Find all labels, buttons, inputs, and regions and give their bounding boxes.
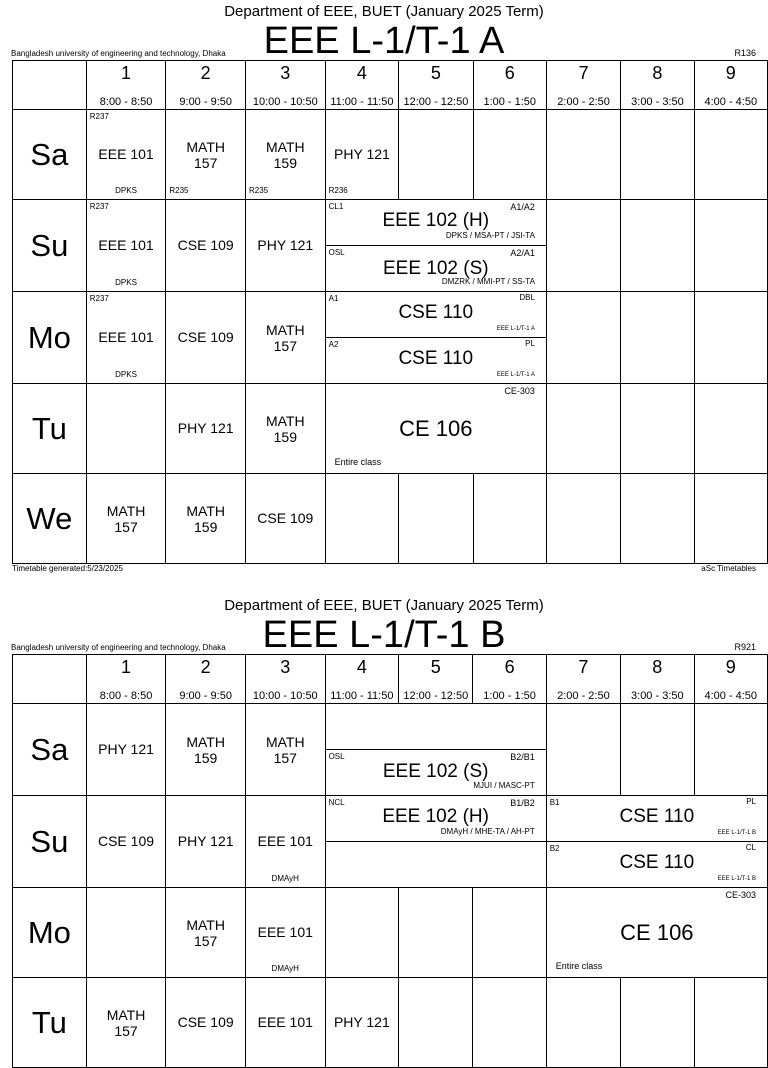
empty-cell	[546, 704, 620, 796]
ce106-block: CE-303 CE 106 Entire class	[546, 888, 767, 978]
class-cell: MATH 157	[86, 474, 166, 564]
class-cell: MATH 159	[166, 704, 246, 796]
period-header: 7 2:00 - 2:50	[546, 61, 620, 110]
lab-block	[325, 704, 546, 796]
lab-block	[325, 200, 546, 292]
class-cell: PHY 121	[246, 200, 326, 292]
class-cell: PHY 121 R236	[325, 110, 399, 200]
empty-cell	[621, 978, 694, 1068]
day-label: Sa	[13, 704, 87, 796]
period-header: 5 12:00 - 12:50	[399, 61, 473, 110]
day-row-sa	[13, 704, 768, 796]
lab-block	[325, 796, 546, 888]
empty-cell	[546, 200, 620, 292]
department-heading: Department of EEE, BUET (January 2025 Term)	[224, 597, 544, 614]
day-label: Tu	[13, 384, 87, 474]
lab-eee102-s: OSL B2/B1 EEE 102 (S) MJUI / MASC-PT	[328, 752, 535, 790]
empty-cell	[399, 888, 473, 978]
class-cell: MATH 159	[166, 474, 246, 564]
period-header: 8 3:00 - 3:50	[621, 655, 694, 704]
empty-cell	[621, 384, 694, 474]
empty-cell	[621, 292, 694, 384]
period-header: 3 10:00 - 10:50	[245, 655, 325, 704]
class-cell: PHY 121	[325, 978, 399, 1068]
lab-empty-half	[326, 842, 546, 887]
empty-cell	[694, 978, 767, 1068]
day-label: Su	[13, 200, 87, 292]
section-title: EEE L-1/T-1 B	[262, 614, 506, 656]
period-header: 3 10:00 - 10:50	[246, 61, 326, 110]
day-row-su	[13, 200, 768, 292]
period-header-row	[13, 655, 768, 704]
empty-cell	[325, 474, 399, 564]
lab-cse110-a1: A1 DBL CSE 110 EEE L-1/T-1 A	[326, 292, 546, 338]
day-row-sa	[13, 110, 768, 200]
lab-cse110-a2: A2 PL CSE 110 EEE L-1/T-1 A	[328, 339, 535, 378]
day-row-su	[13, 796, 768, 888]
empty-cell	[694, 704, 767, 796]
class-cell: PHY 121	[86, 704, 166, 796]
empty-cell	[621, 704, 694, 796]
class-cell: R237 EEE 101 DPKS	[86, 110, 166, 200]
day-label: Mo	[13, 888, 87, 978]
empty-cell	[473, 888, 546, 978]
day-label: Su	[13, 796, 87, 888]
lab-empty-half	[326, 704, 546, 750]
empty-cell	[621, 110, 694, 200]
lab-eee102-s: OSL A2/A1 EEE 102 (S) DMZRK / MMI-PT / SS-TA	[328, 248, 535, 286]
generator-credit: aSc Timetables	[701, 564, 756, 573]
class-room: R136	[734, 48, 756, 58]
period-header: 9 4:00 - 4:50	[694, 61, 767, 110]
class-room: R921	[734, 642, 756, 652]
day-row-mo	[13, 292, 768, 384]
class-cell: MATH 157	[86, 978, 166, 1068]
university-name: Bangladesh university of engineering and technology, Dhaka	[11, 643, 226, 652]
department-heading: Department of EEE, BUET (January 2025 Term)	[224, 3, 544, 20]
empty-cell	[399, 110, 473, 200]
class-cell: CSE 109	[86, 796, 166, 888]
lab-eee102-h: CL1 A1/A2 EEE 102 (H) DPKS / MSA-PT / JSI-TA	[326, 200, 546, 246]
lab-eee102-h: NCL B1/B2 EEE 102 (H) DMAyH / MHE-TA / AH-PT	[326, 796, 546, 842]
university-name: Bangladesh university of engineering and technology, Dhaka	[11, 49, 226, 58]
period-header: 4 11:00 - 11:50	[325, 655, 399, 704]
day-row-tu	[13, 978, 768, 1068]
class-cell: MATH 157 R235	[166, 110, 246, 200]
class-cell: PHY 121	[166, 384, 246, 474]
class-cell: R237 EEE 101 DPKS	[86, 292, 166, 384]
corner-cell	[13, 655, 87, 704]
empty-cell	[694, 384, 767, 474]
empty-cell	[546, 110, 620, 200]
class-cell: CSE 109	[166, 292, 246, 384]
empty-cell	[473, 474, 546, 564]
lab-cse110-b1: B1 PL CSE 110 EEE L-1/T-1 B	[547, 796, 767, 842]
empty-cell	[694, 474, 767, 564]
empty-cell	[694, 110, 767, 200]
class-cell: PHY 121	[166, 796, 246, 888]
empty-cell	[546, 978, 620, 1068]
empty-cell	[546, 474, 620, 564]
period-header: 6 1:00 - 1:50	[473, 61, 546, 110]
period-header: 5 12:00 - 12:50	[399, 655, 473, 704]
schedule-grid	[12, 654, 768, 1068]
day-row-tu	[13, 384, 768, 474]
lab-cse110-b2: B2 CL CSE 110 EEE L-1/T-1 B	[549, 843, 756, 882]
period-header: 4 11:00 - 11:50	[325, 61, 399, 110]
period-header: 1 8:00 - 8:50	[86, 61, 166, 110]
empty-cell	[86, 384, 166, 474]
class-cell: MATH 157	[245, 704, 325, 796]
empty-cell	[694, 200, 767, 292]
class-cell: MATH 159	[246, 384, 326, 474]
empty-cell	[399, 978, 473, 1068]
class-cell: MATH 157	[166, 888, 246, 978]
empty-cell	[546, 384, 620, 474]
class-cell: R237 EEE 101 DPKS	[86, 200, 166, 292]
day-row-mo	[13, 888, 768, 978]
class-cell: CSE 109	[246, 474, 326, 564]
empty-cell	[621, 200, 694, 292]
period-header-row	[13, 61, 768, 110]
lab-block	[325, 292, 546, 384]
day-label: Tu	[13, 978, 87, 1068]
class-cell: EEE 101 DMAyH	[245, 888, 325, 978]
class-cell: CSE 109	[166, 978, 246, 1068]
empty-cell	[546, 292, 620, 384]
day-row-we	[13, 474, 768, 564]
day-label: Sa	[13, 110, 87, 200]
schedule-grid	[12, 60, 768, 564]
empty-cell	[694, 292, 767, 384]
empty-cell	[621, 474, 694, 564]
period-header: 6 1:00 - 1:50	[473, 655, 546, 704]
class-cell: EEE 101 DMAyH	[245, 796, 325, 888]
day-label: We	[13, 474, 87, 564]
corner-cell	[13, 61, 87, 110]
period-header: 2 9:00 - 9:50	[166, 61, 246, 110]
class-cell: EEE 101	[245, 978, 325, 1068]
period-header: 7 2:00 - 2:50	[546, 655, 620, 704]
lab-block	[546, 796, 767, 888]
day-label: Mo	[13, 292, 87, 384]
period-header: 1 8:00 - 8:50	[86, 655, 166, 704]
empty-cell	[86, 888, 166, 978]
class-cell: MATH 159 R235	[246, 110, 326, 200]
period-header: 2 9:00 - 9:50	[166, 655, 246, 704]
generated-date: Timetable generated:5/23/2025	[12, 564, 123, 573]
class-cell: CSE 109	[166, 200, 246, 292]
empty-cell	[473, 110, 546, 200]
section-title: EEE L-1/T-1 A	[263, 20, 505, 62]
class-cell: MATH 157	[246, 292, 326, 384]
period-header: 8 3:00 - 3:50	[621, 61, 694, 110]
empty-cell	[399, 474, 473, 564]
period-header: 9 4:00 - 4:50	[694, 655, 767, 704]
empty-cell	[325, 888, 399, 978]
ce106-block: CE-303 CE 106 Entire class	[325, 384, 546, 474]
empty-cell	[473, 978, 546, 1068]
